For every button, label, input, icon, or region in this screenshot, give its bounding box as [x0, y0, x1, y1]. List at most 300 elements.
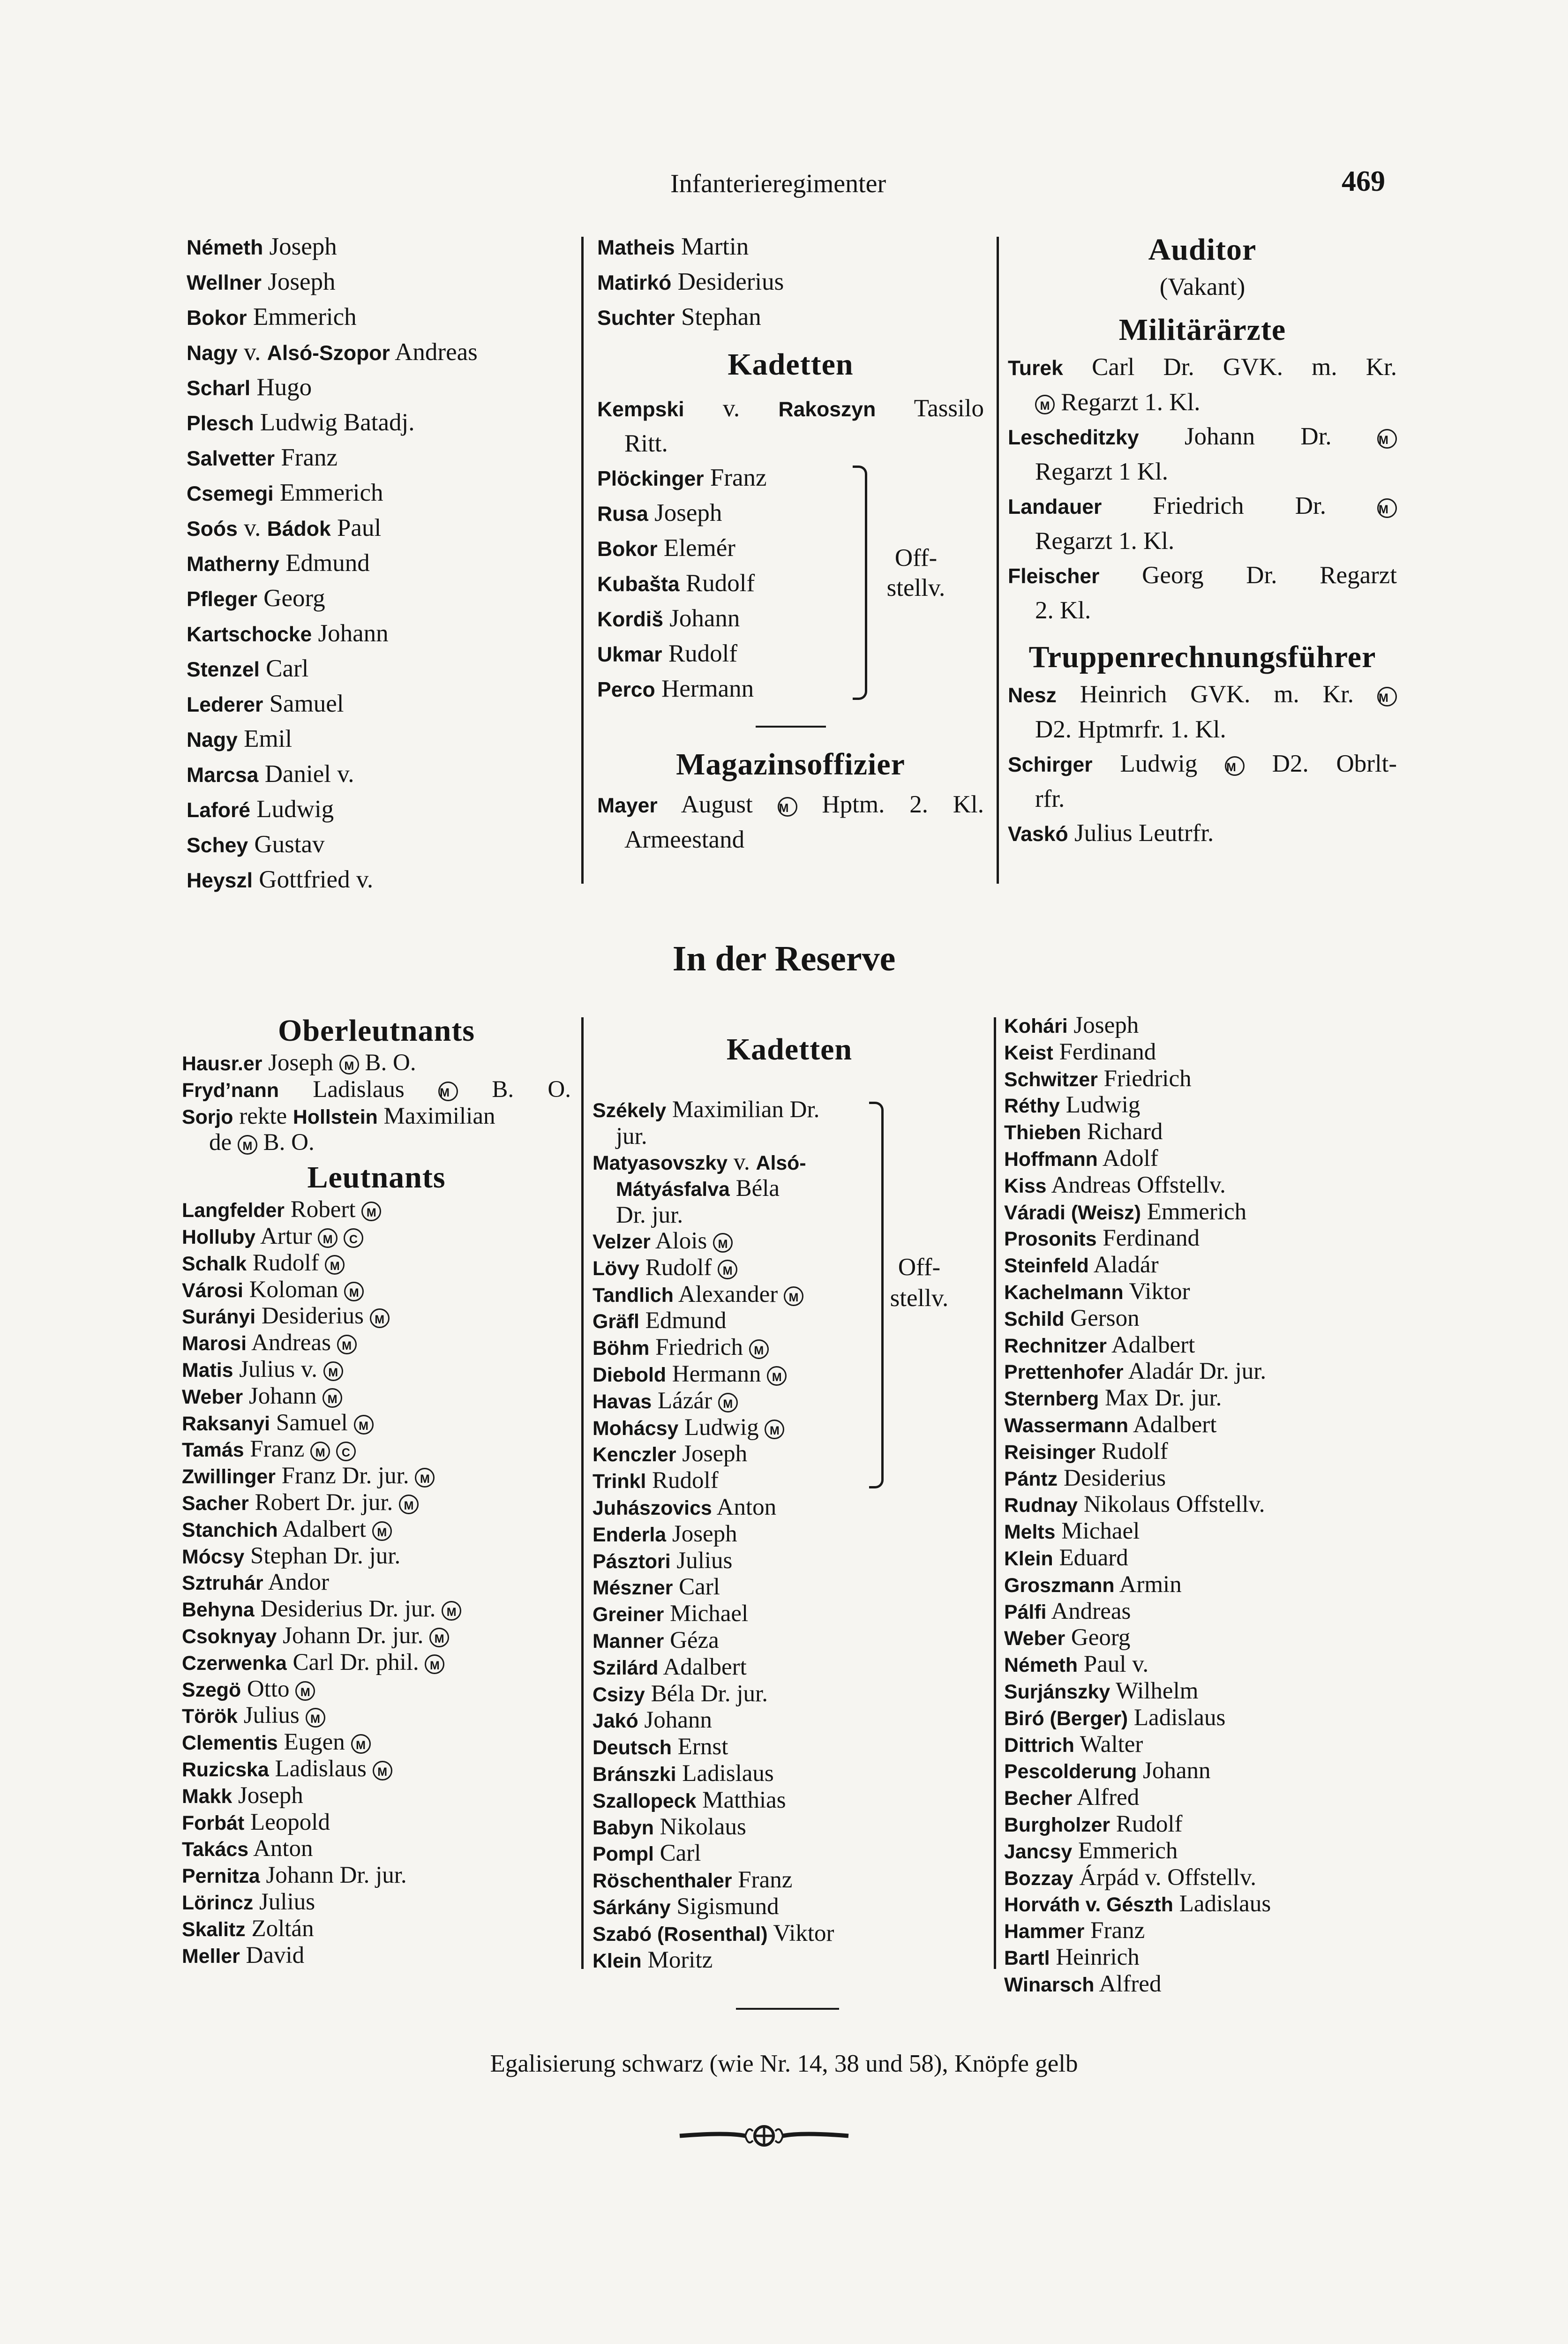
list-item: Plesch Ludwig Batadj.: [187, 409, 415, 436]
list-item: [593, 1361, 986, 1388]
section-heading-auditor: Auditor: [1148, 233, 1257, 267]
list-item: [593, 1335, 986, 1361]
person-details: Friedrich: [1103, 1065, 1192, 1092]
list-item: Ukmar Rudolf: [597, 640, 738, 667]
medal-icon: M: [778, 797, 797, 817]
person-details: Andreas: [1051, 1598, 1131, 1624]
person-details: Joseph: [238, 1782, 303, 1809]
person-details: Alois: [655, 1227, 707, 1254]
person-surname: Winarsch: [1004, 1973, 1095, 1996]
person-surname: Holluby: [182, 1225, 256, 1248]
medal-icon: M: [425, 1654, 444, 1674]
person-details: Alfred: [1077, 1784, 1140, 1811]
person-surname: Schalk: [182, 1252, 247, 1275]
person-details: Viktor: [1129, 1278, 1190, 1305]
section-heading-militaeraerzte: Militärärzte: [1118, 313, 1286, 347]
medal-icon: M: [415, 1468, 435, 1488]
person-surname: Schild: [1004, 1307, 1065, 1330]
list-item: [182, 1357, 571, 1383]
person-details: Gerson: [1070, 1305, 1140, 1331]
person-surname: Greiner: [593, 1603, 664, 1626]
person-surname: Marosi: [182, 1332, 247, 1355]
list-item: [1004, 1359, 1403, 1385]
person-details: Artur: [260, 1223, 312, 1249]
person-surname: Skalitz: [182, 1918, 246, 1941]
person-surname: Csizy: [593, 1683, 645, 1706]
list-item: [182, 1383, 571, 1410]
person-surname: Meller: [182, 1945, 240, 1968]
list-item: Matherny Edmund: [187, 549, 370, 577]
section-heading-magazinsoffizier: Magazinsoffizier: [676, 747, 905, 781]
medal-icon: M: [339, 1055, 359, 1074]
list-item: [593, 1388, 986, 1415]
list-item: [182, 1596, 571, 1623]
person-details: Edmund: [645, 1307, 727, 1334]
list-item: [1004, 1199, 1403, 1226]
list-item: [182, 1224, 571, 1250]
medal-icon: M: [306, 1708, 325, 1728]
person-surname: Deutsch: [593, 1736, 672, 1759]
person-surname: Szallopeck: [593, 1789, 697, 1812]
person-surname: Manner: [593, 1630, 664, 1653]
person-details: Franz: [250, 1436, 305, 1463]
medal-icon: M: [295, 1681, 315, 1701]
person-details: Franz: [1090, 1917, 1145, 1944]
person-details: Julius v.: [239, 1356, 317, 1382]
ornament-icon: [675, 2119, 853, 2152]
list-item: [1004, 1599, 1403, 1625]
list-item: [1004, 1385, 1403, 1412]
medal-icon: M: [438, 1082, 458, 1101]
medal-icon: M: [351, 1734, 371, 1754]
list-item: [182, 1197, 571, 1224]
list-item: Pfleger Georg: [187, 585, 325, 612]
list-item-continued: rfr.: [1035, 785, 1065, 812]
list-item: [593, 1574, 986, 1601]
medal-icon: M: [749, 1339, 769, 1359]
list-item: [182, 1703, 571, 1729]
medal-icon: M: [429, 1628, 449, 1647]
person-details: Robert Dr. jur.: [255, 1489, 393, 1516]
list-item: [593, 1468, 986, 1495]
short-rule: [756, 726, 826, 728]
list-item: Lescheditzky Johann Dr. M: [1008, 420, 1397, 455]
person-details: Ferdinand: [1059, 1038, 1156, 1065]
person-details: Emmerich: [1147, 1198, 1247, 1225]
list-item-continued: Armeestand: [624, 826, 745, 853]
person-details: Julius: [676, 1547, 733, 1574]
person-details: Ludwig: [684, 1414, 759, 1441]
medal-icon: M: [399, 1495, 419, 1514]
person-details: Heinrich: [1056, 1944, 1140, 1970]
person-details: Adolf: [1102, 1145, 1158, 1172]
list-item: [593, 1228, 986, 1255]
person-surname: Csoknyay: [182, 1625, 277, 1648]
medal-icon: M: [323, 1388, 342, 1408]
person-details: Koloman: [249, 1276, 338, 1303]
person-details: Andreas Offstellv.: [1051, 1172, 1226, 1198]
medal-icon: M: [1377, 687, 1397, 706]
person-surname: Szegö: [182, 1678, 241, 1701]
person-surname: Váradi (Weisz): [1004, 1201, 1141, 1224]
person-details: Otto: [247, 1675, 290, 1702]
medal-icon: M: [337, 1335, 357, 1354]
list-item: [1004, 1572, 1403, 1599]
person-surname: Behyna: [182, 1599, 255, 1622]
medal-icon: M: [718, 1393, 738, 1412]
list-item: [1004, 1865, 1403, 1892]
list-item-continued: Mátyásfalva Béla: [616, 1175, 780, 1202]
list-item: [1004, 1758, 1403, 1785]
list-item: Laforé Ludwig: [187, 796, 334, 823]
vacant-note: (Vakant): [1159, 273, 1245, 301]
person-details: Nikolaus Offstellv.: [1083, 1491, 1265, 1518]
medal-icon: M: [310, 1442, 330, 1461]
running-title: Infanterieregimenter: [670, 169, 886, 198]
person-details: Alexander: [678, 1281, 778, 1307]
person-details: Adalbert: [1111, 1331, 1195, 1358]
person-details: Johann: [644, 1707, 712, 1734]
list-item: Kordiš Johann: [597, 605, 740, 632]
upper-column-2: [597, 230, 984, 857]
medal-icon: M: [373, 1761, 392, 1781]
person-surname: Horváth v. Gészth: [1004, 1893, 1173, 1916]
person-surname: Prosonits: [1004, 1228, 1097, 1251]
person-surname: Röschenthaler: [593, 1870, 732, 1893]
person-surname: Enderla: [593, 1523, 667, 1546]
list-item: Hausr.er Joseph M B. O.: [182, 1050, 416, 1076]
column-rule: [994, 1017, 996, 1969]
list-item: Wellner Joseph: [187, 268, 336, 295]
person-surname: Steinfeld: [1004, 1255, 1089, 1277]
person-details: Ladislaus: [275, 1755, 367, 1782]
list-item: [182, 1783, 571, 1810]
person-surname: Surányi: [182, 1306, 256, 1329]
person-details: Franz Dr. jur.: [281, 1463, 409, 1489]
medal-icon: M: [1035, 395, 1055, 414]
person-details: Sigismund: [676, 1893, 779, 1920]
person-surname: Jakó: [593, 1710, 638, 1733]
list-item: [182, 1676, 571, 1703]
medal-icon: M: [784, 1286, 803, 1306]
person-surname: Kachelmann: [1004, 1281, 1124, 1304]
list-item: Nagy Emil: [187, 725, 293, 752]
section-heading-oberleutnants: Oberleutnants: [278, 1014, 475, 1048]
person-surname: Dittrich: [1004, 1734, 1074, 1757]
list-item: [182, 1756, 571, 1783]
person-details: Georg: [1071, 1624, 1131, 1651]
list-item: Salvetter Franz: [187, 444, 338, 471]
list-item: [1004, 1066, 1403, 1093]
bracket: [869, 1102, 884, 1488]
list-item: Landauer Friedrich Dr. M: [1008, 489, 1397, 524]
list-item: [593, 1415, 986, 1442]
list-item: [593, 1681, 986, 1708]
list-item: [1004, 1625, 1403, 1652]
list-item: [1004, 1492, 1403, 1518]
person-surname: Pásztori: [593, 1550, 671, 1573]
person-details: Andreas: [251, 1330, 331, 1356]
person-details: Samuel: [276, 1409, 348, 1436]
list-item-continued: de M B. O.: [209, 1129, 315, 1156]
person-surname: Sacher: [182, 1492, 249, 1515]
person-details: Ladislaus: [682, 1760, 774, 1787]
medal-icon: M: [370, 1308, 390, 1328]
person-surname: Takács: [182, 1838, 249, 1861]
person-details: Desiderius: [261, 1303, 364, 1330]
person-surname: Sztruhár: [182, 1572, 263, 1595]
person-details: Anton: [716, 1494, 777, 1520]
person-surname: Böhm: [593, 1337, 650, 1360]
person-details: Desiderius: [1063, 1465, 1166, 1491]
list-item: [593, 1628, 986, 1654]
list-item: [182, 1889, 571, 1916]
reserve-column-3: [1004, 1013, 1403, 1998]
section-heading-truppenrechnungsfuehrer: Truppenrechnungsführer: [1028, 640, 1376, 674]
list-item: [593, 1521, 986, 1548]
list-item: Soós v. Bádok Paul: [187, 514, 382, 541]
list-item: Sorjo rekte Hollstein Maximilian: [182, 1103, 495, 1129]
person-surname: Becher: [1004, 1787, 1073, 1810]
list-item: [1004, 1545, 1403, 1572]
person-surname: Városi: [182, 1279, 243, 1302]
person-surname: Jancsy: [1004, 1840, 1073, 1863]
list-item: [593, 1441, 986, 1468]
list-item: Fleischer Georg Dr. Regarzt: [1008, 562, 1397, 589]
bracket-label: Off- stellv.: [886, 544, 945, 601]
section-heading-reserve: In der Reserve: [672, 939, 896, 978]
person-surname: Ruzicska: [182, 1758, 269, 1781]
person-details: Armin: [1119, 1571, 1182, 1598]
person-surname: Wassermann: [1004, 1414, 1128, 1437]
medal-icon: M: [318, 1228, 338, 1248]
person-surname: Thieben: [1004, 1121, 1081, 1144]
reserve-column-1: [182, 1012, 571, 1969]
cross-icon: C: [336, 1442, 356, 1461]
person-details: Carl: [660, 1840, 701, 1867]
list-item: [182, 1570, 571, 1596]
medal-icon: M: [765, 1420, 784, 1439]
medal-icon: M: [1377, 429, 1397, 449]
person-details: Adalbert: [1133, 1411, 1217, 1438]
person-details: Rudolf: [1116, 1811, 1183, 1837]
person-surname: Lörincz: [182, 1891, 254, 1914]
list-item: Schirger Ludwig M D2. Obrlt-: [1008, 750, 1397, 777]
short-rule: [736, 2008, 839, 2010]
kadetten-list: [593, 1495, 986, 1974]
person-surname: Velzer: [593, 1230, 651, 1253]
person-surname: Pálfi: [1004, 1600, 1047, 1623]
person-surname: Czerwenka: [182, 1652, 287, 1675]
list-item: [1004, 1306, 1403, 1332]
list-item: Nagy v. Alsó-Szopor Andreas: [187, 338, 478, 366]
list-item: [182, 1490, 571, 1517]
list-item: Mayer August M Hptm. 2. Kl.: [597, 791, 984, 818]
list-item-continued: jur.: [616, 1123, 647, 1149]
person-surname: Diebold: [593, 1363, 667, 1386]
list-item: [593, 1761, 986, 1788]
person-details: Ladislaus: [1133, 1704, 1226, 1731]
person-details: Carl: [679, 1574, 720, 1600]
person-surname: Mócsy: [182, 1545, 245, 1568]
person-surname: Pescolderung: [1004, 1760, 1137, 1783]
person-details: Rudolf: [645, 1254, 712, 1281]
list-item: [182, 1303, 571, 1330]
person-surname: Sárkány: [593, 1896, 671, 1919]
list-item: [182, 1863, 571, 1889]
list-item: [593, 1947, 986, 1974]
person-details: Ladislaus: [1179, 1891, 1271, 1917]
list-item: [1004, 1172, 1403, 1199]
person-details: Leopold: [250, 1809, 330, 1835]
person-surname: Hammer: [1004, 1920, 1085, 1943]
person-details: Johann Dr. jur.: [266, 1862, 407, 1889]
person-surname: Trinkl: [593, 1470, 646, 1493]
person-details: Johann: [248, 1382, 317, 1409]
medal-icon: M: [767, 1366, 787, 1386]
person-surname: Burgholzer: [1004, 1813, 1110, 1836]
person-surname: Matis: [182, 1359, 233, 1382]
person-details: Michael: [1061, 1518, 1140, 1545]
medal-icon: M: [718, 1260, 737, 1279]
person-details: Max Dr. jur.: [1105, 1385, 1222, 1412]
list-item: [593, 1734, 986, 1761]
person-details: Nikolaus: [660, 1813, 746, 1840]
person-details: Aladár: [1093, 1252, 1159, 1278]
person-details: Joseph: [672, 1520, 737, 1547]
braced-group: [597, 461, 984, 707]
person-surname: Klein: [593, 1949, 642, 1972]
list-item-continued: D2. Hptmrfr. 1. Kl.: [1035, 716, 1226, 743]
list-item: Heyszl Gottfried v.: [187, 866, 374, 893]
list-item: [593, 1894, 986, 1921]
list-item: Turek Carl Dr. GVK. m. Kr.: [1008, 353, 1397, 381]
person-details: Adalbert: [282, 1516, 367, 1542]
list-item: [1004, 1891, 1403, 1918]
list-item: [182, 1650, 571, 1676]
list-item: [1004, 1838, 1403, 1865]
list-item: Perco Hermann: [597, 675, 754, 702]
person-details: Zoltán: [251, 1915, 314, 1942]
person-surname: Clementis: [182, 1732, 278, 1755]
reserve-name-list: [1004, 1013, 1403, 1998]
list-item: Németh Joseph: [187, 233, 337, 260]
list-item: Matyasovszky v. Alsó-: [593, 1149, 806, 1175]
person-details: Johann: [1142, 1758, 1211, 1784]
person-details: Anton: [253, 1835, 313, 1862]
upper-column-1: [187, 230, 576, 898]
list-item: [1004, 1252, 1403, 1279]
person-surname: Rudnay: [1004, 1494, 1078, 1517]
person-details: Ludwig: [1065, 1092, 1140, 1119]
list-item: Matirkó Desiderius: [597, 268, 784, 295]
column-rule: [581, 237, 584, 884]
person-surname: Bozzay: [1004, 1867, 1073, 1890]
list-item: Scharl Hugo: [187, 374, 312, 401]
upper-column-3: [1008, 230, 1397, 851]
person-surname: Klein: [1004, 1547, 1053, 1570]
person-surname: Schwitzer: [1004, 1068, 1098, 1091]
person-details: Ernst: [677, 1734, 728, 1760]
list-item: [1004, 1013, 1403, 1039]
list-item: Bokor Elemér: [597, 534, 735, 562]
list-item: [182, 1436, 571, 1463]
person-details: Julius: [259, 1888, 315, 1915]
medal-icon: M: [361, 1202, 381, 1221]
person-surname: Stanchich: [182, 1518, 278, 1541]
person-details: David: [246, 1942, 305, 1968]
person-surname: Bránszki: [593, 1763, 676, 1786]
page-number: 469: [1342, 165, 1385, 197]
bracket: [853, 466, 867, 700]
person-details: Friedrich: [655, 1334, 743, 1361]
list-item: [1004, 1092, 1403, 1119]
person-surname: Reisinger: [1004, 1441, 1096, 1464]
list-item: [593, 1867, 986, 1894]
list-item: Plöckinger Franz: [597, 464, 767, 491]
list-item: Kartschocke Johann: [187, 620, 389, 647]
list-item: [1004, 1412, 1403, 1439]
person-surname: Réthy: [1004, 1095, 1060, 1118]
list-item: Nesz Heinrich GVK. m. Kr. M: [1008, 677, 1397, 713]
person-details: Robert: [290, 1196, 356, 1223]
person-details: Hermann: [672, 1360, 761, 1387]
person-details: Andor: [268, 1569, 329, 1596]
person-surname: Tandlich: [593, 1284, 674, 1307]
list-item: [593, 1601, 986, 1628]
person-surname: Szilárd: [593, 1656, 659, 1679]
person-details: Walter: [1080, 1731, 1143, 1758]
person-surname: Havas: [593, 1390, 652, 1413]
person-surname: Weber: [182, 1385, 243, 1408]
person-details: Viktor: [773, 1920, 834, 1946]
person-surname: Szabó (Rosenthal): [593, 1923, 768, 1946]
person-surname: Mohácsy: [593, 1417, 679, 1440]
person-surname: Németh: [1004, 1654, 1078, 1677]
medal-icon: M: [1377, 498, 1397, 518]
person-surname: Weber: [1004, 1627, 1065, 1650]
person-surname: Lövy: [593, 1257, 639, 1280]
list-item: Kempski v. Rakoszyn Tassilo: [597, 395, 984, 422]
list-item: [182, 1410, 571, 1437]
cross-icon: C: [344, 1228, 363, 1248]
list-item: [593, 1548, 986, 1575]
medal-icon: M: [1225, 756, 1245, 776]
medal-icon: M: [323, 1361, 343, 1381]
person-surname: Melts: [1004, 1521, 1056, 1544]
person-surname: Zwillinger: [182, 1465, 276, 1488]
person-surname: Mészner: [593, 1577, 673, 1600]
list-item: Lederer Samuel: [187, 690, 344, 717]
person-details: Carl Dr. phil.: [293, 1649, 419, 1675]
person-surname: Gräfl: [593, 1310, 639, 1333]
person-surname: Pompl: [593, 1843, 654, 1866]
list-item-continued: Regarzt 1 Kl.: [1035, 458, 1169, 485]
person-details: Rudolf: [252, 1249, 319, 1276]
person-surname: Surjánszky: [1004, 1680, 1110, 1703]
medal-icon: M: [442, 1601, 461, 1621]
person-details: Joseph: [1073, 1012, 1139, 1038]
person-surname: Pántz: [1004, 1467, 1058, 1490]
person-details: Ferdinand: [1103, 1225, 1200, 1252]
list-item: [1004, 1945, 1403, 1971]
list-item-continued: Dr. jur.: [616, 1202, 683, 1229]
list-item: [1004, 1971, 1403, 1998]
person-details: Julius: [243, 1702, 300, 1729]
person-details: Rudolf: [652, 1467, 719, 1494]
person-details: Joseph: [682, 1441, 748, 1467]
person-details: Béla Dr. jur.: [651, 1680, 768, 1707]
